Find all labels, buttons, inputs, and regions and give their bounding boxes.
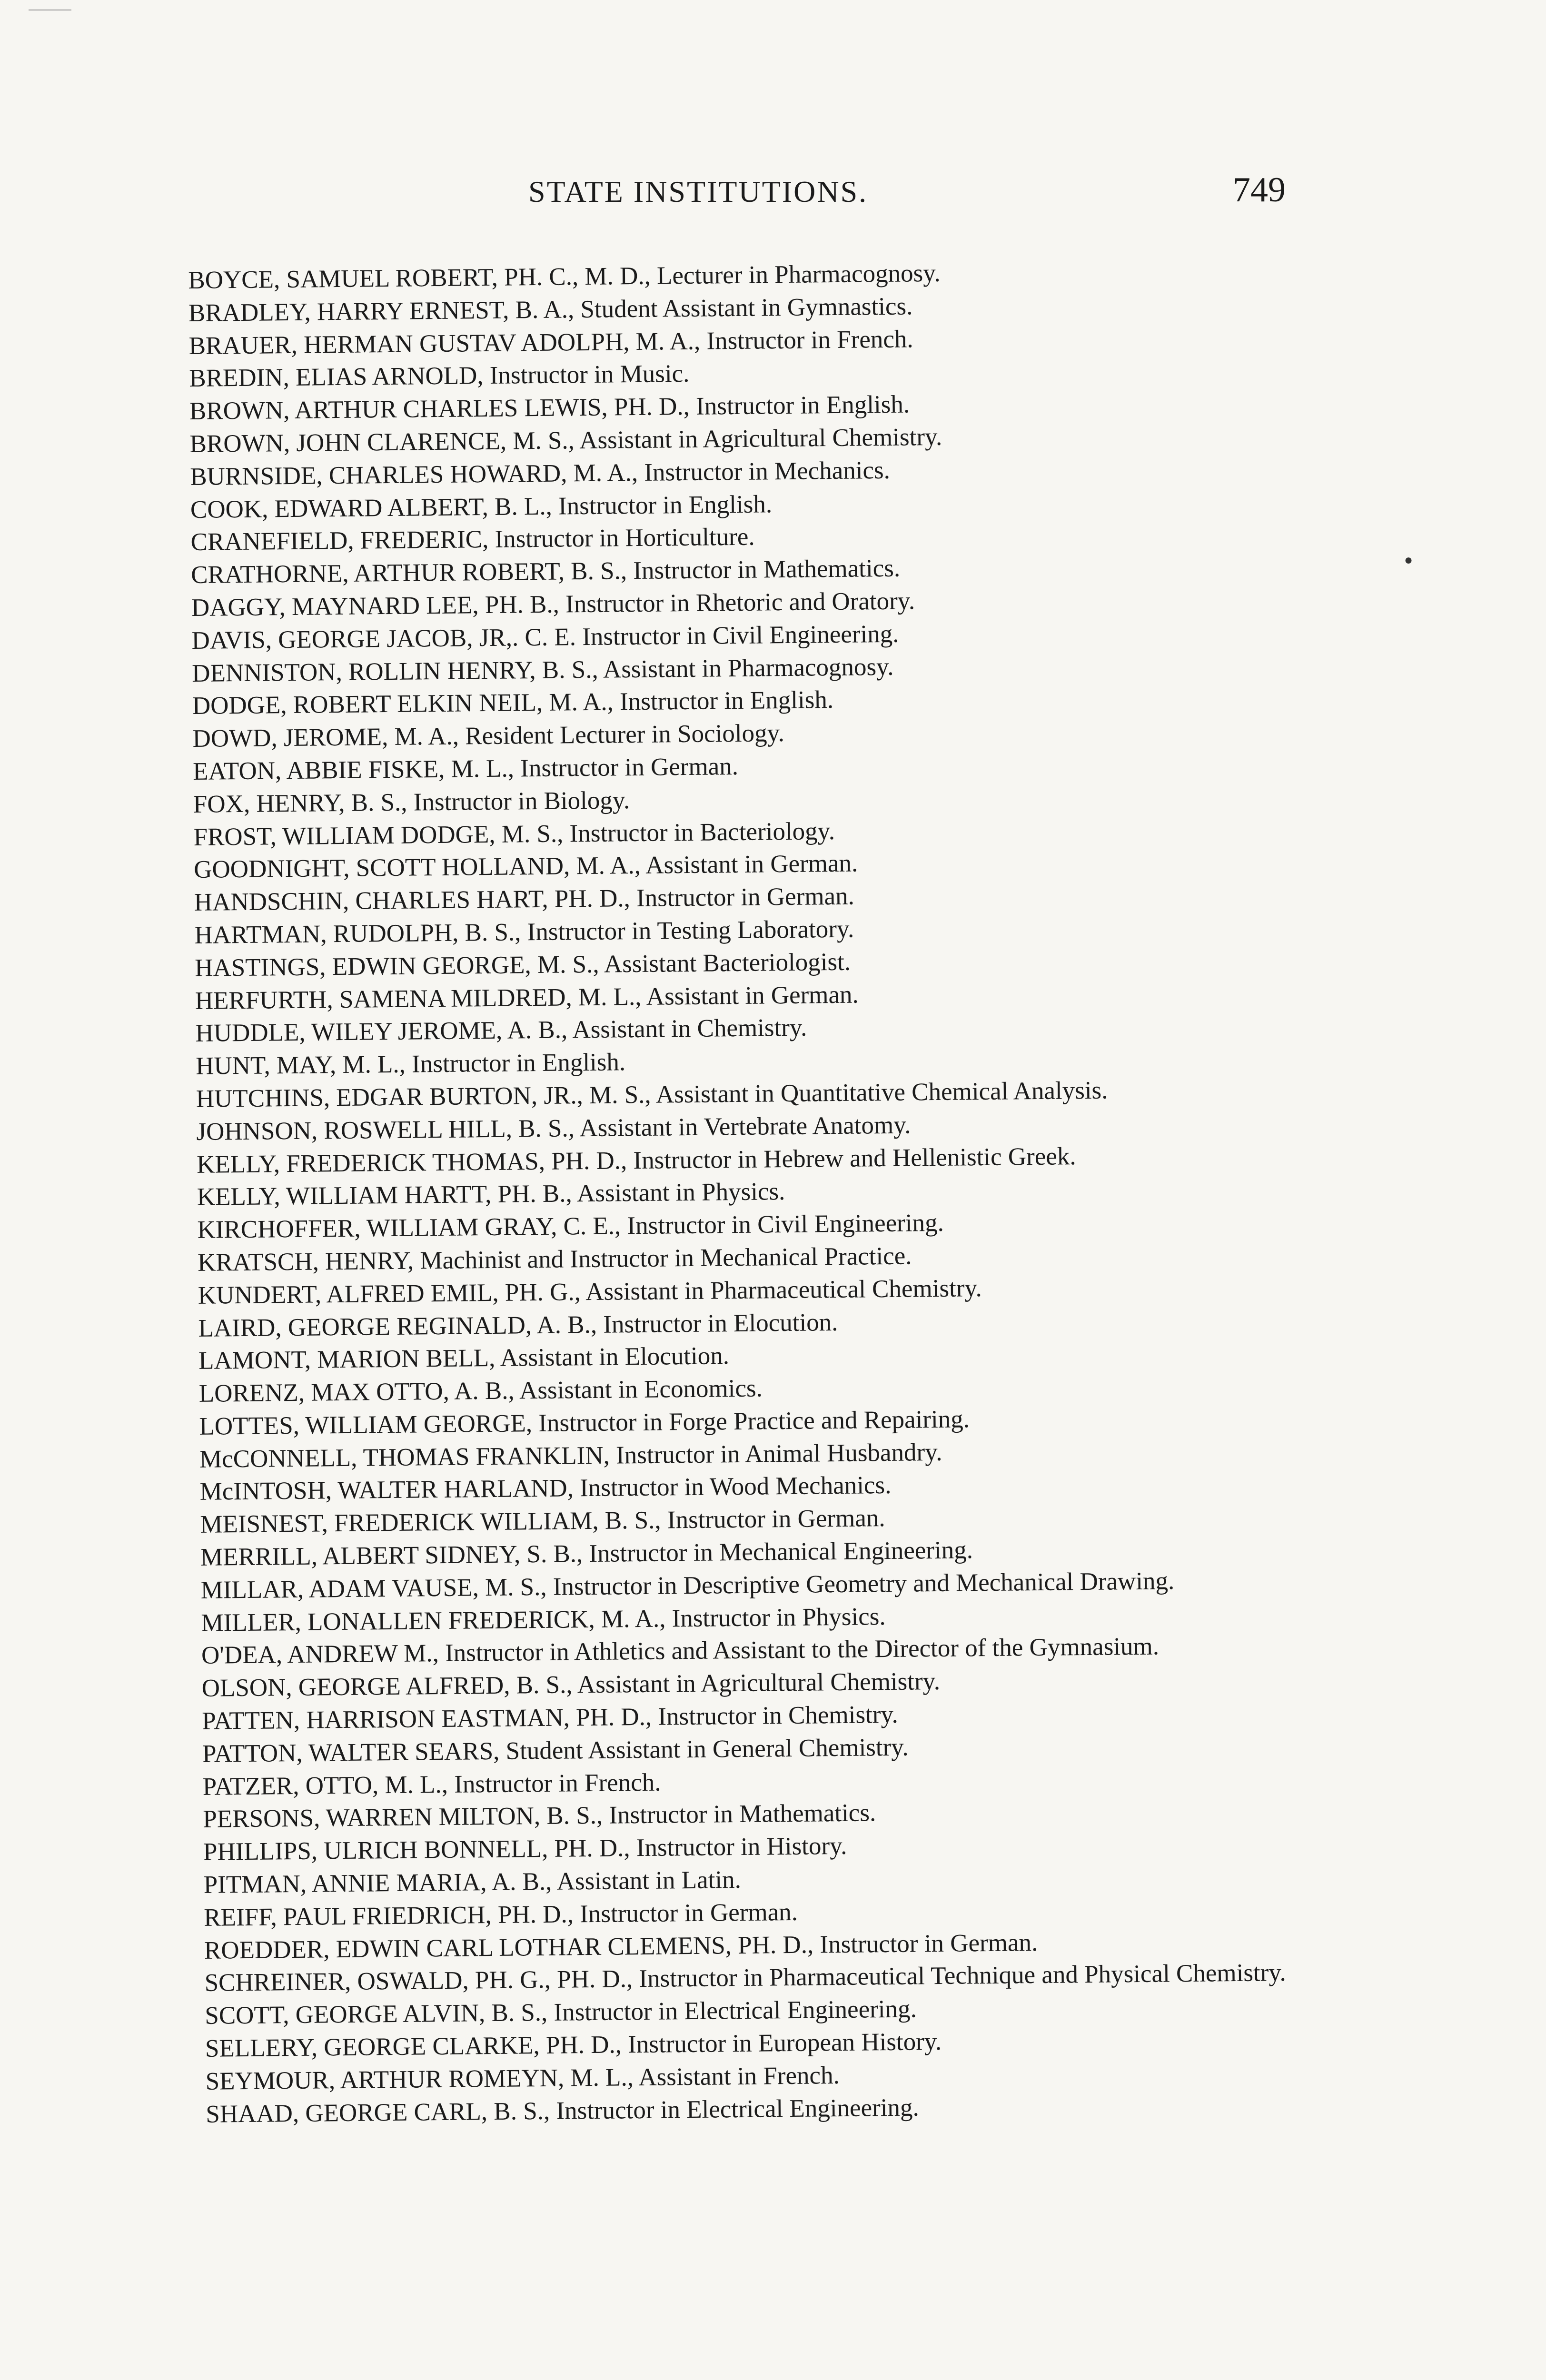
list-item: MEISNEST, FREDERICK WILLIAM, B. S., Instructor in German. (200, 1504, 885, 1539)
faculty-list (188, 253, 1358, 2131)
list-item: PITMAN, ANNIE MARIA, A. B., Assistant in Latin. (203, 1866, 742, 1899)
list-item: MILLAR, ADAM VAUSE, M. S., Instructor in Descriptive Geometry and Mechanical Drawing. (200, 1567, 1175, 1604)
list-item: HERFURTH, SAMENA MILDRED, M. L., Assistant in German. (195, 981, 859, 1015)
list-item: HANDSCHIN, CHARLES HART, PH. D., Instructor in German. (194, 882, 855, 917)
list-item: KIRCHOFFER, WILLIAM GRAY, C. E., Instructor in Civil Engineering. (197, 1209, 944, 1244)
list-item: HUNT, MAY, M. L., Instructor in English. (195, 1048, 626, 1081)
list-item: DAVIS, GEORGE JACOB, JR,. C. E. Instructor in Civil Engineering. (191, 620, 899, 654)
page-number: 749 (1233, 170, 1286, 209)
list-item: REIFF, PAUL FRIEDRICH, PH. D., Instructor in German. (204, 1898, 798, 1932)
list-item: BRAUER, HERMAN GUSTAV ADOLPH, M. A., Instructor in French. (188, 325, 913, 360)
list-item: COOK, EDWARD ALBERT, B. L., Instructor in English. (190, 490, 773, 524)
list-item: BRADLEY, HARRY ERNEST, B. A., Student Assistant in Gymnastics. (188, 292, 913, 327)
list-item: MILLER, LONALLEN FREDERICK, M. A., Instructor in Physics. (201, 1602, 886, 1637)
list-item: DENNISTON, ROLLIN HENRY, B. S., Assistant in Pharmacognosy. (191, 653, 894, 687)
list-item: SHAAD, GEORGE CARL, B. S., Instructor in Electrical Engineering. (206, 2093, 920, 2128)
list-item: EATON, ABBIE FISKE, M. L., Instructor in German. (192, 752, 739, 785)
stray-ink-mark: ● (1404, 552, 1413, 568)
list-item: McCONNELL, THOMAS FRANKLIN, Instructor in Animal Husbandry. (199, 1438, 942, 1473)
page-header (0, 170, 1546, 213)
list-item: HUTCHINS, EDGAR BURTON, JR., M. S., Assistant in Quantitative Chemical Analysis. (196, 1076, 1108, 1113)
list-item: KELLY, FREDERICK THOMAS, PH. D., Instructor in Hebrew and Hellenistic Greek. (196, 1142, 1076, 1179)
list-item: FROST, WILLIAM DODGE, M. S., Instructor in Bacteriology. (193, 817, 835, 851)
list-item: LORENZ, MAX OTTO, A. B., Assistant in Economics. (198, 1374, 763, 1408)
list-item: CRATHORNE, ARTHUR ROBERT, B. S., Instructor in Mathematics. (190, 554, 901, 589)
list-item: DODGE, ROBERT ELKIN NEIL, M. A., Instructor in English. (192, 686, 834, 720)
list-item: O'DEA, ANDREW M., Instructor in Athletics and Assistant to the Director of the Gymnasium. (201, 1633, 1160, 1670)
list-item: BROWN, ARTHUR CHARLES LEWIS, PH. D., Instructor in English. (189, 390, 910, 426)
list-item: BURNSIDE, CHARLES HOWARD, M. A., Instructor in Mechanics. (190, 456, 891, 491)
list-item: BROWN, JOHN CLARENCE, M. S., Assistant in Agricultural Chemistry. (189, 423, 942, 458)
list-item: JOHNSON, ROSWELL HILL, B. S., Assistant in Vertebrate Anatomy. (196, 1111, 911, 1146)
list-item: SCHREINER, OSWALD, PH. G., PH. D., Instructor in Pharmaceutical Technique and Physical Chemistry. (204, 1959, 1286, 1997)
list-item: HUDDLE, WILEY JEROME, A. B., Assistant in Chemistry. (195, 1013, 807, 1048)
list-item: HARTMAN, RUDOLPH, B. S., Instructor in Testing Laboratory. (194, 915, 854, 949)
list-item: PATZER, OTTO, M. L., Instructor in French. (202, 1768, 661, 1801)
list-item: SEYMOUR, ARTHUR ROMEYN, M. L., Assistant in French. (205, 2061, 840, 2095)
list-item: PATTEN, HARRISON EASTMAN, PH. D., Instructor in Chemistry. (202, 1700, 899, 1735)
list-item: BREDIN, ELIAS ARNOLD, Instructor in Music. (189, 360, 690, 393)
list-item: KELLY, WILLIAM HARTT, PH. B., Assistant in Physics. (197, 1178, 785, 1211)
running-head: STATE INSTITUTIONS. (528, 175, 868, 208)
list-item: LAMONT, MARION BELL, Assistant in Elocution. (198, 1342, 730, 1375)
list-item: GOODNIGHT, SCOTT HOLLAND, M. A., Assistant in German. (193, 849, 858, 884)
list-item: FOX, HENRY, B. S., Instructor in Biology. (193, 786, 630, 818)
list-item: KRATSCH, HENRY, Machinist and Instructor in Mechanical Practice. (197, 1242, 912, 1277)
list-item: SELLERY, GEORGE CLARKE, PH. D., Instructor in European History. (205, 2028, 942, 2063)
list-item: PHILLIPS, ULRICH BONNELL, PH. D., Instructor in History. (203, 1832, 847, 1866)
list-item: PATTON, WALTER SEARS, Student Assistant in General Chemistry. (202, 1733, 909, 1768)
list-item: KUNDERT, ALFRED EMIL, PH. G., Assistant in Pharmaceutical Chemistry. (198, 1274, 982, 1309)
list-item: PERSONS, WARREN MILTON, B. S., Instructor in Mathematics. (203, 1799, 876, 1834)
list-item: McINTOSH, WALTER HARLAND, Instructor in Wood Mechanics. (199, 1471, 892, 1506)
list-item: DOWD, JEROME, M. A., Resident Lecturer in Sociology. (192, 719, 785, 753)
list-item: ROEDDER, EDWIN CARL LOTHAR CLEMENS, PH. D., Instructor in German. (204, 1928, 1038, 1964)
list-item: LOTTES, WILLIAM GEORGE, Instructor in Forge Practice and Repairing. (199, 1405, 970, 1440)
list-item: MERRILL, ALBERT SIDNEY, S. B., Instructor in Mechanical Engineering. (200, 1536, 973, 1571)
list-item: CRANEFIELD, FREDERIC, Instructor in Horticulture. (190, 523, 755, 556)
list-item: DAGGY, MAYNARD LEE, PH. B., Instructor in Rhetoric and Oratory. (191, 587, 915, 622)
list-item: SCOTT, GEORGE ALVIN, B. S., Instructor in Electrical Engineering. (205, 1995, 917, 2030)
list-item: HASTINGS, EDWIN GEORGE, M. S., Assistant Bacteriologist. (194, 948, 851, 982)
list-item: LAIRD, GEORGE REGINALD, A. B., Instructor in Elocution. (198, 1308, 838, 1342)
list-item: BOYCE, SAMUEL ROBERT, PH. C., M. D., Lecturer in Pharmacognosy. (188, 259, 941, 294)
list-item: OLSON, GEORGE ALFRED, B. S., Assistant in Agricultural Chemistry. (201, 1667, 941, 1703)
